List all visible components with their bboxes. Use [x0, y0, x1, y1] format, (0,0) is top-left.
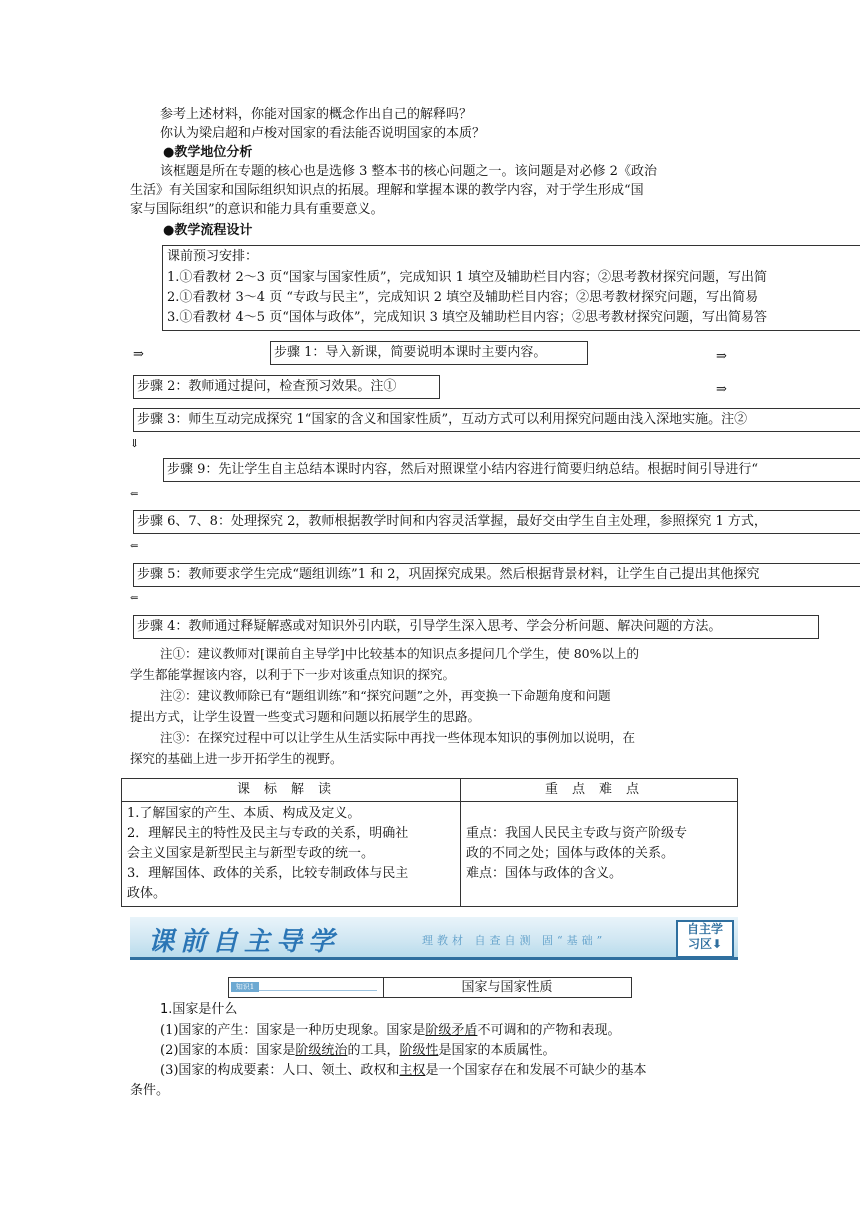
right-arrow-icon: ⇒	[716, 382, 727, 397]
table-header-key-points: 重点难点	[461, 779, 738, 802]
banner-subtitle: 理教材 自查自测 固“基础”	[422, 934, 607, 947]
badge-line: 习区⬇	[687, 937, 723, 951]
right-arrow-icon: ⇒	[716, 349, 727, 364]
preview-item: 3.①看教材 4～5 页“国体与政体”，完成知识 3 填空及辅助栏目内容；②思考教材探究问题，写出简易答	[167, 310, 768, 325]
key-point-cont: 政的不同之处；国体与政体的关系。	[466, 846, 675, 861]
knowledge-point-header	[228, 977, 632, 998]
step-4-box: 步骤 4：教师通过释疑解惑或对知识外引内联，引导学生深入思考、学会分析问题、解决问题的方法。	[133, 615, 819, 639]
position-analysis-line: 生活》有关国家和国际组织知识点的拓展。理解和掌握本课的教学内容，对于学生形成“国	[130, 183, 644, 198]
text-span: 的工具，	[347, 1043, 400, 1058]
note-2: 注②：建议教师除已有“题组训练”和“探究问题”之外，再变换一下命题角度和问题	[160, 688, 611, 703]
intro-question-2: 你认为梁启超和卢梭对国家的看法能否说明国家的本质？	[160, 126, 486, 141]
text-span: (2)国家的本质：国家是	[160, 1043, 296, 1058]
knowledge-tag-label: 知识1	[231, 982, 259, 992]
table-header-standards: 课标解读	[122, 779, 461, 802]
text-span: 不可调和的产物和表现。	[477, 1023, 621, 1038]
standards-table	[121, 778, 738, 907]
content-paragraph-3-cont: 条件。	[130, 1083, 170, 1098]
content-paragraph-3	[160, 1061, 646, 1080]
position-analysis-line: 家与国际组织”的意识和能力具有重要意义。	[130, 202, 384, 217]
step-3-box: 步骤 3：师生互动完成探究 1“国家的含义和国家性质”，互动方式可以利用探究问题由浅入深地实施。注②	[133, 408, 860, 432]
down-arrow-icon: ⇓	[130, 437, 140, 450]
section-banner	[130, 917, 738, 960]
key-points-cell	[461, 802, 738, 907]
banner-title: 课前自主导学	[148, 927, 341, 957]
badge-line: 自主学	[686, 922, 723, 936]
content-heading: 1.国家是什么	[160, 1002, 238, 1017]
standard-item-cont: 会主义国家是新型民主与新型专政的统一。	[127, 846, 375, 861]
note-3-cont: 探究的基础上进一步开拓学生的视野。	[130, 751, 343, 766]
note-1: 注①：建议教师对[课前自主导学]中比较基本的知识点多提问几个学生，使 80%以上的	[160, 646, 640, 661]
note-2-cont: 提出方式，让学生设置一些变式习题和问题以拓展学生的思路。	[130, 709, 481, 724]
step-6-7-8-box: 步骤 6、7、8：处理探究 2，教师根据教学时间和内容灵活掌握，最好交由学生自主处理，参照探究 1 方式，	[133, 510, 860, 534]
note-3: 注③：在探究过程中可以让学生从生活实际中再找一些体现本知识的事例加以说明，在	[160, 730, 636, 745]
step-9-box: 步骤 9：先让学生自主总结本课时内容，然后对照课堂小结内容进行简要归纳总结。根据时间引导进行“	[163, 458, 860, 482]
intro-question-1: 参考上述材料，你能对国家的概念作出自己的解释吗？	[160, 107, 473, 122]
preview-box	[162, 245, 860, 331]
knowledge-point-tag	[229, 978, 384, 997]
position-analysis-heading: ●教学地位分析	[163, 145, 253, 160]
self-study-badge	[676, 920, 734, 958]
underlined-answer: 阶级统治	[295, 1043, 348, 1058]
standard-item: 3．理解国体、政体的关系，比较专制政体与民主	[127, 866, 409, 881]
text-span: (1)国家的产生：国家是一种历史现象。国家是	[160, 1023, 426, 1038]
note-1-cont: 学生都能掌握该内容，以利于下一步对该重点知识的探究。	[130, 667, 456, 682]
standard-item: 1.了解国家的产生、本质、构成及定义。	[127, 806, 361, 821]
tag-decoration-line	[259, 990, 377, 991]
content-paragraph-1	[160, 1021, 620, 1040]
step-2-box: 步骤 2：教师通过提问，检查预习效果。注①	[133, 375, 440, 399]
notes	[130, 643, 730, 769]
flow-heading: ●教学流程设计	[163, 223, 253, 238]
underlined-answer: 阶级性	[399, 1043, 439, 1058]
left-arrow-icon: ⇐	[130, 593, 139, 604]
content-paragraph-2	[160, 1041, 555, 1060]
step-1-box: 步骤 1：导入新课，简要说明本课时主要内容。	[270, 341, 588, 365]
preview-item: 1.①看教材 2～3 页“国家与国家性质”，完成知识 1 填空及辅助栏目内容；②思考教材探究问题，写出简	[167, 270, 768, 285]
left-arrow-icon: ⇐	[130, 489, 139, 500]
step-5-box: 步骤 5：教师要求学生完成“题组训练”1 和 2，巩固探究成果。然后根据背景材料，让学生自己提出其他探究	[133, 563, 860, 587]
standard-item: 2．理解民主的特性及民主与专政的关系，明确社	[127, 826, 409, 841]
standard-item-cont: 政体。	[127, 886, 167, 901]
underlined-answer: 阶级矛盾	[425, 1023, 478, 1038]
preview-item: 2.①看教材 3～4 页 “专政与民主”，完成知识 2 填空及辅助栏目内容；②思考教材探究问题，写出简易	[167, 290, 759, 305]
underlined-answer: 主权	[399, 1063, 426, 1078]
right-arrow-icon: ⇒	[133, 347, 144, 362]
text-span: 是国家的本质属性。	[438, 1043, 556, 1058]
knowledge-point-title: 国家与国家性质	[461, 980, 553, 995]
left-arrow-icon: ⇐	[130, 541, 139, 552]
key-point: 重点：我国人民民主专政与资产阶级专	[466, 826, 688, 841]
difficulty-point: 难点：国体与政体的含义。	[466, 866, 623, 881]
standards-cell	[122, 802, 461, 907]
position-analysis-line: 该框题是所在专题的核心也是选修 3 整本书的核心问题之一。该问题是对必修 2《政治	[160, 164, 657, 179]
text-span: 是一个国家存在和发展不可缺少的基本	[425, 1063, 647, 1078]
text-span: (3)国家的构成要素：人口、领土、政权和	[160, 1063, 400, 1078]
preview-title: 课前预习安排：	[167, 249, 259, 264]
